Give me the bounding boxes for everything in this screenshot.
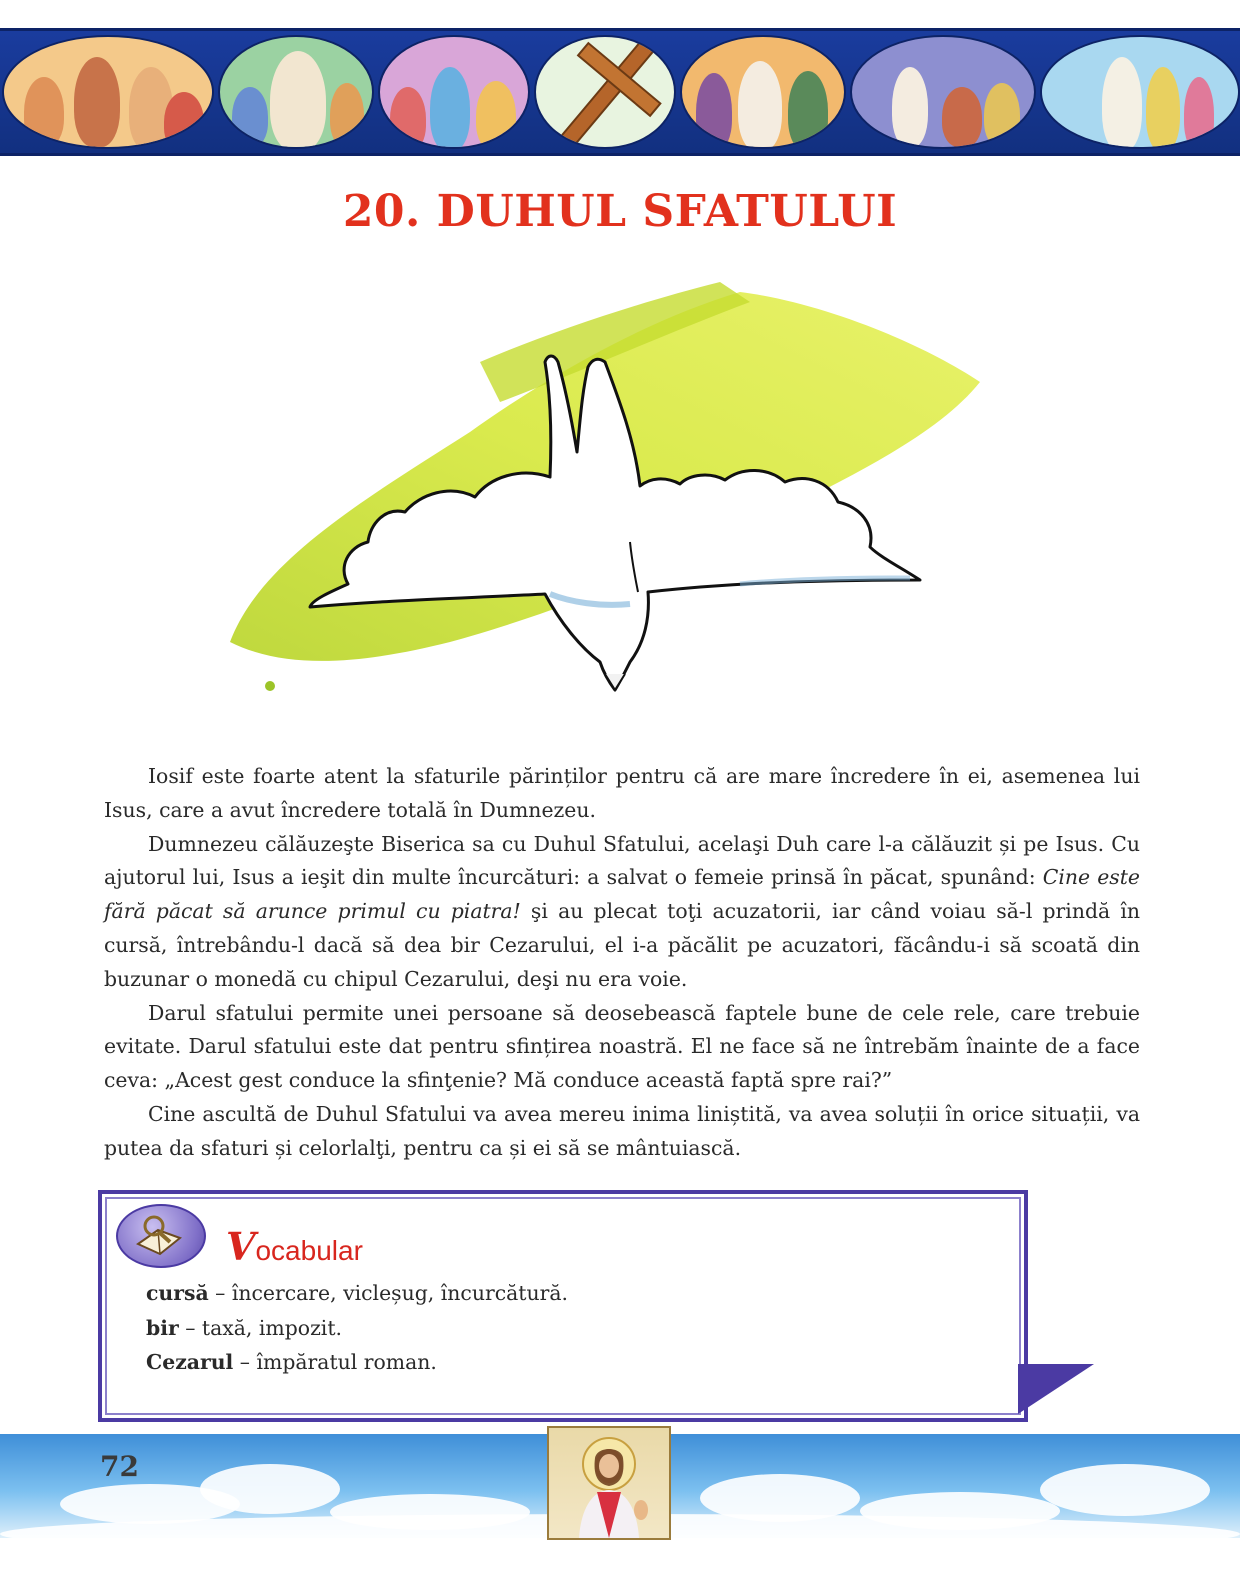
dove-holy-spirit-icon	[220, 262, 1000, 722]
vocabulary-list	[146, 1276, 986, 1380]
paragraph-1: Iosif este foarte atent la sfaturile părinților pentru că are mare încredere în ei, asemenea lui Isus, care a avut încredere totală în Dumnezeu.	[104, 764, 1140, 822]
vocabulary-entry: Cezarul – împăratul roman.	[146, 1350, 437, 1374]
open-book-magnifier-icon	[116, 1204, 206, 1268]
crowd-praising-icon	[378, 35, 530, 149]
paragraph-4: Cine ascultă de Duhul Sfatului va avea mereu inima liniștită, va avea soluții în orice situații, va putea da sfaturi și celorlalţi, pentru ca și ei să se mântuiască.	[104, 1101, 1140, 1160]
vocabulary-heading: Vocabular	[226, 1224, 363, 1269]
top-banner	[0, 28, 1240, 156]
quote: Cine este fără păcat să arunce primul cu piatra!	[104, 865, 1140, 924]
page-title: 20. DUHUL SFATULUI	[342, 186, 898, 237]
paragraph-3: Darul sfatului permite unei persoane să deosebească faptele bune de cele rele, care trebuie evitate. Darul sfatului este dat pentru sfințirea noastră. El ne face să ne întrebăm înainte de a face ceva: „Acest gest conduce la sfinţenie? Mă conduce această faptă spre rai?”	[104, 1000, 1140, 1093]
jesus-walking-icon	[1040, 35, 1240, 149]
last-supper-icon	[680, 35, 846, 149]
jesus-with-children-icon	[218, 35, 374, 149]
vocabulary-box-tail	[1018, 1364, 1094, 1414]
vocabulary-entry: cursă – încercare, vicleșug, încurcătură.	[146, 1281, 568, 1305]
wooden-cross-icon	[534, 35, 676, 149]
page-number: 72	[100, 1450, 139, 1483]
paragraph-2: Dumnezeu călăuzeşte Biserica sa cu Duhul Sfatului, acelaşi Duh care l-a călăuzit și pe Isus. Cu ajutorul lui, Isus a ieşit din multe încurcături: a salvat o femeie prinsă în păcat, spunând: Cine este fără păcat să arunce primul cu piatra! şi au plecat toţi acuzatorii, iar când voiau să-l prindă în cursă, întrebându-l dacă să dea bir Cezarului, el i-a păcălit pe acuzatori, făcându-i să scoată din buzunar o monedă cu chipul Cezarului, deşi nu era voie.	[104, 831, 1140, 991]
storm-on-lake-icon	[850, 35, 1036, 149]
family-crowd-scene-icon	[2, 35, 214, 149]
vocabulary-entry: bir – taxă, impozit.	[146, 1315, 343, 1340]
body-text	[104, 760, 1140, 1166]
jesus-blessing-icon	[547, 1426, 671, 1540]
